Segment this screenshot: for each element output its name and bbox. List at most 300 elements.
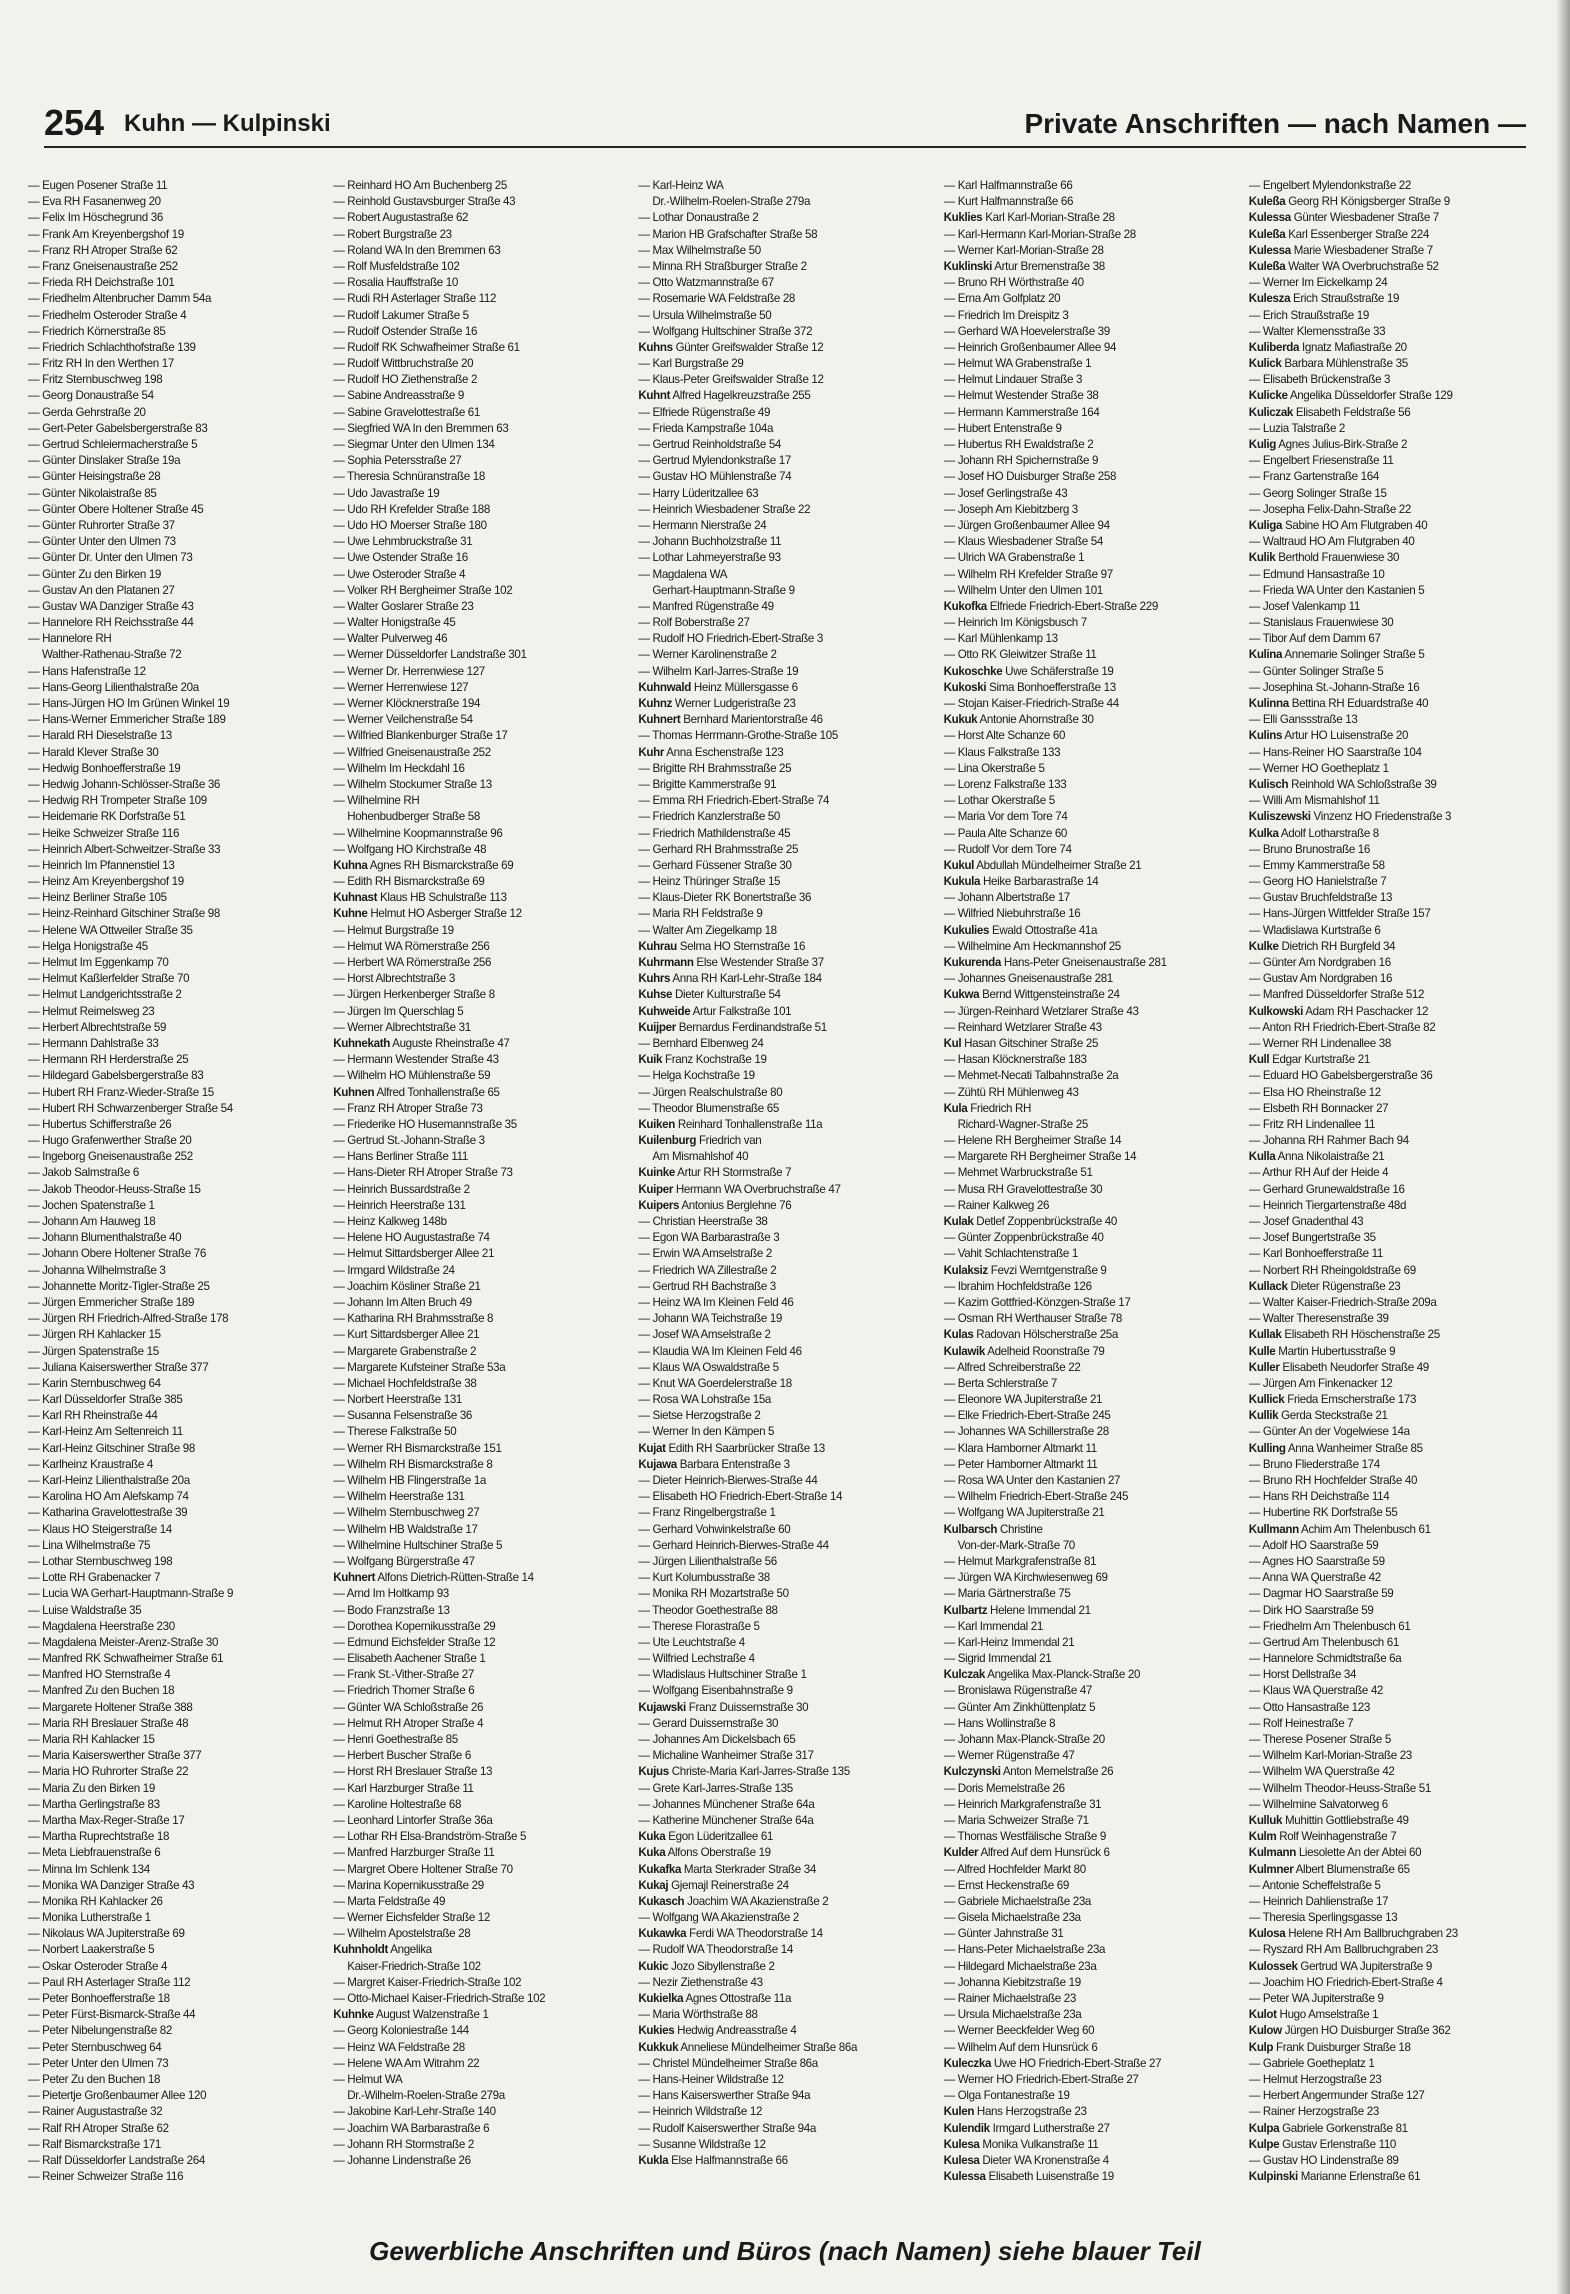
directory-entry: — Gertrud Am Thelenbusch 61 xyxy=(1248,1635,1399,1649)
surname: Kulessa xyxy=(1248,211,1291,225)
surname-entry: Kulczynski Anton Memelstraße 26 xyxy=(943,1765,1114,1779)
directory-entry: — Werner Herrenwiese 127 xyxy=(333,680,469,694)
column-2 xyxy=(333,178,632,2213)
directory-entry: — Helmut Herzogstraße 23 xyxy=(1248,2072,1382,2086)
surname-entry: Kuliczak Elisabeth Feldstraße 56 xyxy=(1248,405,1411,419)
surname: Kukula xyxy=(943,875,981,889)
surname-entry: Kulm Rolf Weinhagenstraße 7 xyxy=(1248,1830,1397,1844)
directory-entry: — Otto-Michael Kaiser-Friedrich-Straße 102 xyxy=(333,1992,546,2005)
directory-entry: — Peter WA Jupiterstraße 9 xyxy=(1248,1992,1384,2005)
surname-entry: Kukawka Ferdi WA Theodorstraße 14 xyxy=(638,1927,823,1941)
directory-entry: — Maria Vor dem Tore 74 xyxy=(943,810,1068,824)
bleed-through-text xyxy=(820,30,834,80)
directory-entry: — Eugen Posener Straße 11 xyxy=(28,179,168,192)
directory-entry: — Werner Karolinenstraße 2 xyxy=(638,648,777,662)
surname-entry: Kuka Alfons Oberstraße 19 xyxy=(638,1846,771,1860)
surname: Kul xyxy=(943,1036,962,1050)
surname: Kuijper xyxy=(638,1020,676,1034)
directory-entry: — Bruno RH Hochfelder Straße 40 xyxy=(1248,1474,1418,1487)
directory-entry: — Friedrich WA Zillestraße 2 xyxy=(638,1263,777,1277)
surname-entry: Kuklinski Artur Bremenstraße 38 xyxy=(943,259,1105,273)
directory-entry: — Hans-Georg Lilienthalstraße 20a xyxy=(28,680,199,694)
footer-note: Gewerbliche Anschriften und Büros (nach Namen) siehe blauer Teil xyxy=(369,2236,1201,2266)
surname-entry: Kulina Annemarie Solinger Straße 5 xyxy=(1248,648,1425,662)
directory-entry: — Werner Düsseldorfer Landstraße 301 xyxy=(333,648,527,662)
surname-entry: Kuhna Agnes RH Bismarckstraße 69 xyxy=(333,858,514,872)
surname-entry: Kulik Berthold Frauenwiese 30 xyxy=(1248,551,1400,565)
surname-entry: Kuhnz Werner Ludgeristraße 23 xyxy=(638,697,796,710)
address-continuation: Hohenbudberger Straße 58 xyxy=(347,810,480,824)
directory-entry: — Horst Albrechtstraße 3 xyxy=(333,972,455,986)
directory-entry: — Wolfgang Hultschiner Straße 372 xyxy=(638,324,813,338)
directory-entry: — Helga Kochstraße 19 xyxy=(638,1069,755,1083)
directory-entry: — Johannes Gneisenaustraße 281 xyxy=(943,972,1113,986)
directory-entry: — Norbert Laakerstraße 5 xyxy=(28,1943,155,1957)
directory-entry: — Edmund Hansastraße 10 xyxy=(1248,567,1385,581)
directory-entry: — Werner Albrechtstraße 31 xyxy=(333,1020,471,1034)
directory-entry: — Theodor Goethestraße 88 xyxy=(638,1603,778,1617)
directory-entry: — Eva RH Fasanenweg 20 xyxy=(28,195,161,209)
directory-entry: — Irmgard Wildstraße 24 xyxy=(333,1263,455,1277)
directory-entry: — Joachim Kösliner Straße 21 xyxy=(333,1279,481,1293)
column-1 xyxy=(28,178,327,2213)
address-continuation: Walther-Rathenau-Straße 72 xyxy=(42,648,182,662)
surname-entry: Kuiken Reinhard Tonhallenstraße 11a xyxy=(638,1117,823,1131)
directory-entry: — Günter Dr. Unter den Ulmen 73 xyxy=(28,551,193,565)
surname-entry: Kukuk Antonie Ahornstraße 30 xyxy=(943,713,1094,727)
directory-entry: — Wolfgang Eisenbahnstraße 9 xyxy=(638,1684,793,1698)
directory-entry: — Margarete Kufsteiner Straße 53a xyxy=(333,1360,506,1374)
directory-entry: — Anton RH Friedrich-Ebert-Straße 82 xyxy=(1248,1020,1436,1034)
directory-entry: — Margret Obere Holtener Straße 70 xyxy=(333,1862,513,1876)
surname-entry: Kukielka Agnes Ottostraße 11a xyxy=(638,1992,792,2005)
directory-entry: — Jürgen WA Kirchwiesenweg 69 xyxy=(943,1571,1108,1585)
directory-entry: — Werner Karl-Morian-Straße 28 xyxy=(943,243,1104,257)
surname: Kuhnz xyxy=(638,697,673,710)
directory-entry: — Gerhard Heinrich-Bierwes-Straße 44 xyxy=(638,1538,829,1552)
directory-entry: — Helene HO Augustastraße 74 xyxy=(333,1231,490,1245)
directory-entry: — Rudolf Vor dem Tore 74 xyxy=(943,842,1072,856)
surname: Kuhna xyxy=(333,858,368,872)
surname: Kuka xyxy=(638,1846,666,1860)
directory-entry: — Heinrich Wildstraße 12 xyxy=(638,2105,763,2119)
directory-entry: — Rudolf RK Schwafheimer Straße 61 xyxy=(333,340,520,354)
surname: Kulendik xyxy=(943,2121,990,2135)
directory-entry: — Norbert Heerstraße 131 xyxy=(333,1393,463,1407)
directory-entry: — Otto Watzmannstraße 67 xyxy=(638,276,774,290)
surname-entry: Kull Edgar Kurtstraße 21 xyxy=(1248,1053,1370,1067)
surname: Kulot xyxy=(1248,2008,1277,2022)
directory-entry: — Johanna Wilhelmstraße 3 xyxy=(28,1263,166,1277)
directory-entry: — Jürgen Herkenberger Straße 8 xyxy=(333,988,495,1002)
surname: Kuipers xyxy=(638,1198,680,1212)
directory-entry: — Friedrich Kanzlerstraße 50 xyxy=(638,810,781,824)
surname-entry: Kukwa Bernd Wittgensteinstraße 24 xyxy=(943,988,1120,1002)
directory-entry: — Peter Fürst-Bismarck-Straße 44 xyxy=(28,2008,196,2022)
directory-entry: — Helmut WA Römerstraße 256 xyxy=(333,939,490,953)
directory-entry: — Lotte RH Grabenacker 7 xyxy=(28,1571,161,1585)
page-edge-shadow xyxy=(1556,0,1570,2294)
directory-entry: — Henri Goethestraße 85 xyxy=(333,1733,458,1746)
directory-entry: — Friedrich Thomer Straße 6 xyxy=(333,1684,475,1698)
directory-entry: — Martha Gerlingstraße 83 xyxy=(28,1797,160,1811)
directory-entry: — Lothar Lahmeyerstraße 93 xyxy=(638,551,781,565)
surname: Kuhnen xyxy=(333,1085,375,1099)
directory-entry: — Friedrich Mathildenstraße 45 xyxy=(638,826,791,840)
surname: Kujawski xyxy=(638,1700,686,1714)
directory-entry: — Karl-Heinz WA xyxy=(638,179,724,192)
directory-entry: — Manfred RK Schwafheimer Straße 61 xyxy=(28,1652,224,1666)
surname: Kukafka xyxy=(638,1862,682,1876)
directory-entry: — Günter Solinger Straße 5 xyxy=(1248,664,1384,678)
surname-entry: Kulp Frank Duisburger Straße 18 xyxy=(1248,2040,1411,2054)
directory-entry: — Jochen Spatenstraße 1 xyxy=(28,1198,155,1212)
surname: Kulbarsch xyxy=(943,1522,998,1536)
surname: Kuhrau xyxy=(638,939,677,953)
directory-entry: — Johannes Am Dickelsbach 65 xyxy=(638,1733,796,1746)
column-4 xyxy=(944,178,1243,2213)
surname-entry: Kuhnert Bernhard Marientorstraße 46 xyxy=(638,713,823,727)
directory-entry: — Johanna RH Rahmer Bach 94 xyxy=(1248,1134,1409,1148)
directory-entry: — Hedwig RH Trompeter Straße 109 xyxy=(28,794,207,808)
directory-entry: — Pietertje Großenbaumer Allee 120 xyxy=(28,2089,207,2103)
directory-entry: — Hans-Peter Michaelstraße 23a xyxy=(943,1943,1106,1957)
surname-entry: Kulesa Monika Vulkanstraße 11 xyxy=(943,2137,1099,2151)
directory-entry: — Hermann Kammerstraße 164 xyxy=(943,405,1100,419)
directory-entry: — Frieda RH Deichstraße 101 xyxy=(28,276,175,290)
surname: Kulla xyxy=(1248,1150,1276,1164)
directory-entry: — Marina Kopernikusstraße 29 xyxy=(333,1878,484,1892)
directory-entry: — Günter Jahnstraße 31 xyxy=(943,1927,1064,1941)
directory-entry: — Sabine Andreasstraße 9 xyxy=(333,389,464,403)
directory-entry: — Karlheinz Kraustraße 4 xyxy=(28,1457,153,1471)
directory-entry: — Klaus-Dieter RK Bonertstraße 36 xyxy=(638,891,812,905)
directory-entry: — Jürgen RH Friedrich-Alfred-Straße 178 xyxy=(28,1312,229,1326)
directory-entry: — Osman RH Werthauser Straße 78 xyxy=(943,1312,1122,1326)
directory-entry: — Josephina St.-Johann-Straße 16 xyxy=(1248,680,1420,694)
directory-entry: — Luise Waldstraße 35 xyxy=(28,1603,142,1617)
surname-entry: Kukoschke Uwe Schäferstraße 19 xyxy=(943,664,1114,678)
directory-entry: — Hermann Nierstraße 24 xyxy=(638,518,767,532)
page-number: 254 xyxy=(44,102,105,143)
directory-entry: — Stanislaus Frauenwiese 30 xyxy=(1248,616,1394,630)
directory-entry: — Ralf RH Atroper Straße 62 xyxy=(28,2121,169,2135)
surname: Kullmann xyxy=(1248,1522,1299,1536)
directory-entry: — Herbert Buscher Straße 6 xyxy=(333,1749,471,1763)
directory-entry: — Maria Kaiserswerther Straße 377 xyxy=(28,1749,202,1763)
directory-entry: — Dagmar HO Saarstraße 59 xyxy=(1248,1587,1394,1601)
directory-entry: — Friedrich Körnerstraße 85 xyxy=(28,324,166,338)
surname-entry: Kul Hasan Gitschiner Straße 25 xyxy=(943,1036,1099,1050)
directory-entry: — Jürgen Realschulstraße 80 xyxy=(638,1085,783,1099)
surname: Kuhse xyxy=(638,988,673,1002)
directory-entry: — Elisabeth Brückenstraße 3 xyxy=(1248,373,1391,387)
directory-entry: — Bruno Brunostraße 16 xyxy=(1248,842,1370,856)
directory-entry: — Waltraud HO Am Flutgraben 40 xyxy=(1248,535,1415,549)
surname: Kulmann xyxy=(1248,1846,1296,1860)
directory-entry: — Ryszard RH Am Ballbruchgraben 23 xyxy=(1248,1943,1438,1957)
directory-entry: — Elisabeth Aachener Straße 1 xyxy=(333,1652,486,1666)
directory-entry: — Wilfried Lechstraße 4 xyxy=(638,1652,755,1666)
surname-entry: Kuleßa Karl Essenberger Straße 224 xyxy=(1248,227,1429,241)
directory-entry: — Heinrich Markgrafenstraße 31 xyxy=(943,1797,1102,1811)
surname: Kulder xyxy=(943,1846,979,1860)
surname-entry: Kulle Martin Hubertusstraße 9 xyxy=(1248,1344,1396,1358)
directory-entry: — Gertrud St.-Johann-Straße 3 xyxy=(333,1134,485,1148)
directory-entry: — Maria Schweizer Straße 71 xyxy=(943,1813,1089,1827)
directory-entry: — Rosemarie WA Feldstraße 28 xyxy=(638,292,796,306)
directory-entry: — Thomas Herrmann-Grothe-Straße 105 xyxy=(638,729,838,743)
directory-entry: — Helmut WA Grabenstraße 1 xyxy=(943,357,1092,371)
directory-entry: — Hubert RH Franz-Wieder-Straße 15 xyxy=(28,1085,214,1099)
directory-entry: — Gustav HO Mühlenstraße 74 xyxy=(638,470,792,484)
surname-entry: Kuhnert Alfons Dietrich-Rütten-Straße 14 xyxy=(333,1571,534,1585)
surname: Kuklinski xyxy=(943,259,992,273)
surname-entry: Kuka Egon Lüderitzallee 61 xyxy=(638,1830,774,1844)
directory-entry: — Helga Honigstraße 45 xyxy=(28,939,148,953)
surname: Kulkowski xyxy=(1248,1004,1303,1018)
address-continuation: Dr.-Wilhelm-Roelen-Straße 279a xyxy=(652,195,811,209)
directory-entry: — Karl-Heinz Immendal 21 xyxy=(943,1635,1075,1649)
directory-entry: — Werner HO Goetheplatz 1 xyxy=(1248,761,1389,775)
directory-entry: — Katherine Münchener Straße 64a xyxy=(638,1813,814,1827)
directory-entry: — Werner Klöcknerstraße 194 xyxy=(333,697,481,710)
directory-entry: — Gertrud Reinholdstraße 54 xyxy=(638,438,782,451)
directory-entry: — Therese Posener Straße 5 xyxy=(1248,1733,1391,1746)
directory-entry: — Helmut WA xyxy=(333,2072,403,2086)
surname: Kuhnholdt xyxy=(333,1943,388,1957)
directory-entry: — Hermann Dahlstraße 33 xyxy=(28,1036,159,1050)
directory-entry: — Werner Veilchenstraße 54 xyxy=(333,713,473,727)
directory-entry: — Karl Burgstraße 29 xyxy=(638,357,744,371)
surname-entry: Kulpa Gabriele Gorkenstraße 81 xyxy=(1248,2121,1408,2135)
directory-entry: — Günter WA Schloßstraße 26 xyxy=(333,1700,484,1714)
directory-entry: — Wilhelm Sternbuschweg 27 xyxy=(333,1506,480,1520)
directory-entry: — Gustav WA Danziger Straße 43 xyxy=(28,599,194,613)
surname: Kuilenburg xyxy=(638,1134,697,1148)
directory-entry: — Minna Im Schlenk 134 xyxy=(28,1862,150,1876)
directory-entry: — Helmut Im Eggenkamp 70 xyxy=(28,956,169,969)
directory-entry: — Heinz WA Feldstraße 28 xyxy=(333,2040,465,2054)
directory-entry: — Martha Max-Reger-Straße 17 xyxy=(28,1813,185,1827)
directory-entry: — Heinrich Albert-Schweitzer-Straße 33 xyxy=(28,842,221,856)
directory-entry: — Wilhelmine Hultschiner Straße 5 xyxy=(333,1538,503,1552)
directory-entry: — Rudolf Lakumer Straße 5 xyxy=(333,308,469,322)
directory-entry: — Uwe Lehmbruckstraße 31 xyxy=(333,535,473,549)
directory-entry: — Elisabeth HO Friedrich-Ebert-Straße 14 xyxy=(638,1490,843,1504)
directory-entry: — Walter Am Ziegelkamp 18 xyxy=(638,923,777,937)
surname-entry: Kuklies Karl Karl-Morian-Straße 28 xyxy=(943,211,1115,225)
directory-entry: — Ernst Heckenstraße 69 xyxy=(943,1878,1069,1892)
directory-entry: — Mehmet-Necati Talbahnstraße 2a xyxy=(943,1069,1119,1083)
directory-entry: — Hannelore RH xyxy=(28,632,112,646)
surname-entry: Kuhns Günter Greifswalder Straße 12 xyxy=(638,340,824,354)
surname: Kuliczak xyxy=(1248,405,1294,419)
surname-entry: Kulder Alfred Auf dem Hunsrück 6 xyxy=(943,1846,1110,1860)
directory-entry: — Katharina RH Brahmsstraße 8 xyxy=(333,1312,494,1326)
directory-entry: — Heinz Am Kreyenbergshof 19 xyxy=(28,875,184,889)
directory-entry: — Dirk HO Saarstraße 59 xyxy=(1248,1603,1374,1617)
surname: Kulina xyxy=(1248,648,1283,662)
directory-entry: — Karl Halfmannstraße 66 xyxy=(943,179,1073,192)
directory-entry: — Wilhelmine Koopmannstraße 96 xyxy=(333,826,503,840)
directory-entry: — Franz RH Atroper Straße 62 xyxy=(28,243,178,257)
directory-entry: — Peter Zu den Buchen 18 xyxy=(28,2072,161,2086)
directory-entry: — Wilhelm HB Waldstraße 17 xyxy=(333,1522,478,1536)
directory-entry: — Hedwig Bonhoefferstraße 19 xyxy=(28,761,181,775)
surname: Kulak xyxy=(943,1215,974,1228)
directory-entry: — Harald Klever Straße 30 xyxy=(28,745,159,759)
directory-entry: — Hermann RH Herderstraße 25 xyxy=(28,1053,189,1067)
surname: Kulesa xyxy=(943,2153,980,2167)
surname: Kulas xyxy=(943,1328,974,1342)
directory-entry: — Siegfried WA In den Bremmen 63 xyxy=(333,421,509,435)
directory-entry: — Klara Hamborner Altmarkt 11 xyxy=(943,1441,1097,1455)
directory-entry: — Max Wilhelmstraße 50 xyxy=(638,243,761,257)
directory-entry: — Rudolf Ostender Straße 16 xyxy=(333,324,478,338)
directory-entry: — Helmut Kaßlerfelder Straße 70 xyxy=(28,972,190,986)
directory-entry: — Michaline Wanheimer Straße 317 xyxy=(638,1749,814,1763)
surname-entry: Kujus Christe-Maria Karl-Jarres-Straße 135 xyxy=(638,1765,850,1779)
directory-entry: — Gabriele Goetheplatz 1 xyxy=(1248,2056,1375,2070)
surname-entry: Kulluk Muhittin Gottliebstraße 49 xyxy=(1248,1813,1409,1827)
directory-entry: — Hermann Westender Straße 43 xyxy=(333,1053,499,1067)
directory-entry: — Kurt Sittardsberger Allee 21 xyxy=(333,1328,480,1342)
directory-entry: — Werner RH Lindenallee 38 xyxy=(1248,1036,1391,1050)
directory-entry: — Friedrich Schlachthofstraße 139 xyxy=(28,340,196,354)
directory-entry: — Rainer Michaelstraße 23 xyxy=(943,1992,1076,2005)
directory-entry: — Walter Pulverweg 46 xyxy=(333,632,448,646)
surname-entry: Kulinna Bettina RH Eduardstraße 40 xyxy=(1248,697,1429,710)
surname: Kukwa xyxy=(943,988,980,1002)
directory-entry: — Mehmet Warbruckstraße 51 xyxy=(943,1166,1093,1180)
surname-entry: Kulmner Albert Blumenstraße 65 xyxy=(1248,1862,1410,1876)
directory-entry: — Bernhard Elbenweg 24 xyxy=(638,1036,764,1050)
surname: Kulossek xyxy=(1248,1959,1298,1973)
directory-entry: — Gerard Duissernstraße 30 xyxy=(638,1716,779,1730)
directory-entry: — Lucia WA Gerhart-Hauptmann-Straße 9 xyxy=(28,1587,234,1601)
surname: Kulbartz xyxy=(943,1603,988,1617)
directory-entry: — Vahit Schlachtenstraße 1 xyxy=(943,1247,1078,1261)
directory-entry: — Georg Donaustraße 54 xyxy=(28,389,154,403)
directory-entry: — Werner Rügenstraße 47 xyxy=(943,1749,1075,1763)
surname: Kulm xyxy=(1248,1830,1277,1844)
surname-entry: Kulpe Gustav Erlenstraße 110 xyxy=(1248,2137,1397,2151)
surname-entry: Kulaksiz Fevzi Werntgenstraße 9 xyxy=(943,1263,1107,1277)
directory-entry: — Johann RH Stormstraße 2 xyxy=(333,2137,474,2151)
directory-entry: — Berta Schlerstraße 7 xyxy=(943,1376,1058,1390)
directory-entry: — Herbert Angermunder Straße 127 xyxy=(1248,2089,1425,2103)
directory-columns xyxy=(28,178,1548,2213)
surname: Kuklies xyxy=(943,211,983,225)
directory-entry: — Günter Dinslaker Straße 19a xyxy=(28,454,181,468)
surname: Kuhweide xyxy=(638,1004,691,1018)
directory-entry: — Hans-Heiner Wildstraße 12 xyxy=(638,2072,784,2086)
directory-entry: — Elsbeth RH Bonnacker 27 xyxy=(1248,1101,1389,1115)
directory-entry: — Elke Friedrich-Ebert-Straße 245 xyxy=(943,1409,1111,1423)
directory-entry: — Franz Gneisenaustraße 252 xyxy=(28,259,178,273)
directory-entry: — Margret Kaiser-Friedrich-Straße 102 xyxy=(333,1975,522,1989)
surname: Kukla xyxy=(638,2153,669,2167)
surname-entry: Kulicke Angelika Düsseldorfer Straße 129 xyxy=(1248,389,1453,403)
directory-entry: — Gustav An den Platanen 27 xyxy=(28,583,175,597)
address-continuation: Am Mismahlshof 40 xyxy=(652,1150,749,1164)
directory-entry: — Margarete Grabenstraße 2 xyxy=(333,1344,477,1358)
surname: Kuleßa xyxy=(1248,227,1286,241)
directory-entry: — Friedrich Im Dreispitz 3 xyxy=(943,308,1069,322)
surname-entry: Kullmann Achim Am Thelenbusch 61 xyxy=(1248,1522,1431,1536)
directory-entry: — Edith RH Bismarckstraße 69 xyxy=(333,875,485,889)
directory-entry: — Werner In den Kämpen 5 xyxy=(638,1425,775,1439)
surname: Kujus xyxy=(638,1765,669,1779)
directory-entry: — Sophia Petersstraße 27 xyxy=(333,454,462,468)
directory-entry: — Meta Liebfrauenstraße 6 xyxy=(28,1846,161,1860)
directory-entry: — Hubert Entenstraße 9 xyxy=(943,421,1062,435)
surname-entry: Kuhnke August Walzenstraße 1 xyxy=(333,2008,489,2022)
directory-entry: — Karl Immendal 21 xyxy=(943,1619,1043,1633)
surname: Kuhne xyxy=(333,907,368,921)
directory-entry: — Johannes WA Schillerstraße 28 xyxy=(943,1425,1109,1439)
directory-entry: — Johanne Lindenstraße 26 xyxy=(333,2153,471,2167)
directory-entry: — Heinz-Reinhard Gitschiner Straße 98 xyxy=(28,907,220,921)
directory-entry: — Gerhard RH Brahmsstraße 25 xyxy=(638,842,799,856)
directory-entry: — Klaus Falkstraße 133 xyxy=(943,745,1061,759)
directory-entry: — Hans-Werner Emmericher Straße 189 xyxy=(28,713,226,727)
directory-entry: — Ursula Michaelstraße 23a xyxy=(943,2008,1082,2022)
directory-entry: — Hedwig Johann-Schlösser-Straße 36 xyxy=(28,777,221,791)
surname: Kuiper xyxy=(638,1182,674,1196)
directory-entry: — Karl Mühlenkamp 13 xyxy=(943,632,1058,646)
surname-entry: Kukasch Joachim WA Akazienstraße 2 xyxy=(638,1894,829,1908)
surname: Kulczak xyxy=(943,1668,985,1682)
surname: Kukies xyxy=(638,2024,675,2038)
directory-entry: — Gustav Bruchfeldstraße 13 xyxy=(1248,891,1393,905)
directory-entry: — Karolina HO Am Alefskamp 74 xyxy=(28,1490,189,1504)
surname: Kulow xyxy=(1248,2024,1282,2038)
surname: Kuhnke xyxy=(333,2008,374,2022)
directory-entry: — Hannelore Schmidtstraße 6a xyxy=(1248,1652,1402,1666)
directory-entry: — Nezir Ziethenstraße 43 xyxy=(638,1975,763,1989)
directory-entry: — Engelbert Friesenstraße 11 xyxy=(1248,454,1394,468)
directory-entry: — Magdalena WA xyxy=(638,567,728,581)
directory-entry: — Heinrich Im Königsbusch 7 xyxy=(943,616,1087,630)
directory-entry: — Hans Wollinstraße 8 xyxy=(943,1716,1056,1730)
surname: Kuhnwald xyxy=(638,680,691,694)
directory-entry: — Paul RH Asterlager Straße 112 xyxy=(28,1975,191,1989)
directory-entry: — Elli Ganssstraße 13 xyxy=(1248,713,1358,727)
directory-entry: — Marta Feldstraße 49 xyxy=(333,1894,446,1908)
directory-entry: — Maria HO Ruhrorter Straße 22 xyxy=(28,1765,189,1779)
surname-entry: Kuhrs Anna RH Karl-Lehr-Straße 184 xyxy=(638,972,822,986)
directory-entry: — Gerhard WA Hoevelerstraße 39 xyxy=(943,324,1110,338)
surname-entry: Kullik Gerda Steckstraße 21 xyxy=(1248,1409,1388,1423)
surname: Kulle xyxy=(1248,1344,1276,1358)
directory-entry: — Bodo Franzstraße 13 xyxy=(333,1603,450,1617)
surname-entry: Kulla Anna Nikolaistraße 21 xyxy=(1248,1150,1385,1164)
surname: Kullack xyxy=(1248,1279,1288,1293)
surname-entry: Kulesza Erich Straußstraße 19 xyxy=(1248,292,1400,306)
directory-entry: — Wilfried Gneisenaustraße 252 xyxy=(333,745,491,759)
surname-entry: Kuipers Antonius Berglehne 76 xyxy=(638,1198,792,1212)
directory-entry: — Helene WA Am Witrahm 22 xyxy=(333,2056,480,2070)
surname: Kullick xyxy=(1248,1393,1285,1407)
directory-entry: — Magdalena Heerstraße 230 xyxy=(28,1619,175,1633)
surname: Kukulies xyxy=(943,923,990,937)
directory-entry: — Wolfgang Bürgerstraße 47 xyxy=(333,1554,475,1568)
directory-entry: — Wilhelm Theodor-Heuss-Straße 51 xyxy=(1248,1781,1431,1795)
directory-entry: — Susanne Wildstraße 12 xyxy=(638,2137,766,2151)
directory-entry: — Heike Schweizer Straße 116 xyxy=(28,826,180,840)
